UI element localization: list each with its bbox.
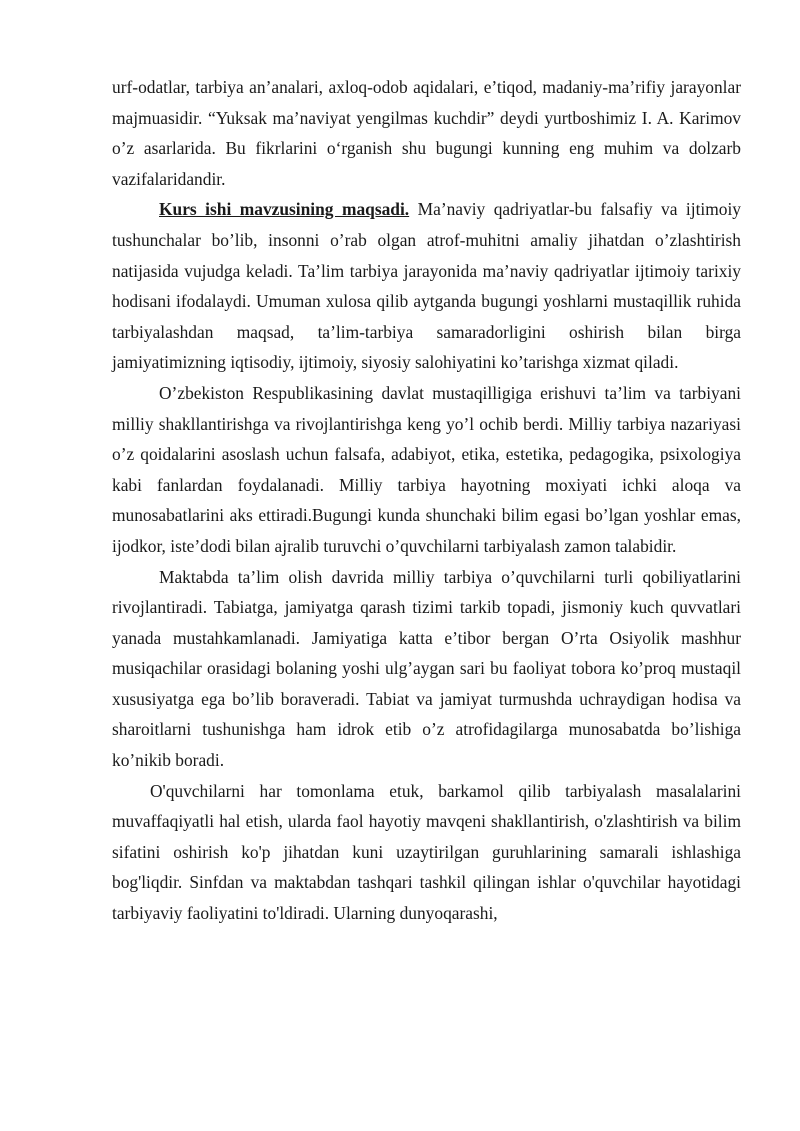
paragraph-5: O'quvchilarni har tomonlama etuk, barkamol qilib tarbiyalash masalalarini muvaffaqiyatli hal etish, ularda faol hayotiy mavqeni shakllantirish, o'zlashtirish va bilim sifatini oshirish ko'p jihatdan kuni uzaytirilgan guruhlarining samarali ishlashiga bog'liqdir. Sinfdan va maktabdan tashqari tashkil qilingan ishlar o'quvchilar hayotidagi tarbiyaviy faoliyatini to'ldiradi. Ularning dunyoqarashi,: [112, 780, 741, 924]
paragraph-1: urf-odatlar, tarbiya an’analari, axloq-odob aqidalari, e’tiqod, madaniy-ma’rifiy jarayonlar majmuasidir. “Yuksak ma’naviyat yengilmas kuchdir” deydi yurtboshimiz I. A. Karimov o’z asarlarida. Bu fikrlarini o‘rganish shu bugungi kunning eng muhim va dolzarb vazifalaridandir.: [112, 77, 741, 189]
paragraph-4: Maktabda ta’lim olish davrida milliy tarbiya o’quvchilarni turli qobiliyatlarini rivojlantiradi. Tabiatga, jamiyatga qarash tizimi tarkib topadi, jismoniy kuch quvvatlari yanada mustahkamlanadi. Jamiyatiga katta e’tibor bergan O’rta Osiyolik mashhur musiqachilar orasidagi bolaning yoshi ulg’aygan sari bu faoliyat tobora ko’proq mustaqil xususiyatga ega bo’lib boraveradi. Tabiat va jamiyat turmushda uchraydigan hodisa va sharoitlarni tushunishga ham idrok etib o’z atrofidagilarga munosabatda bo’lishiga ko’nikib boradi.: [112, 566, 741, 771]
section-heading-inline: Kurs ishi mavzusining maqsadi.: [159, 199, 410, 220]
document-page: [112, 72, 741, 929]
paragraph-2: [112, 194, 741, 378]
paragraph-3: O’zbekiston Respublikasining davlat mustaqilligiga erishuvi ta’lim va tarbiyani milliy shakllantirishga va rivojlantirishga keng yo’l ochib berdi. Milliy tarbiya nazariyasi o’z qoidalarini asoslash uchun falsafa, adabiyot, etika, estetika, pedagogika, psixologiya kabi fanlardan foydalanadi. Milliy tarbiya hayotning moxiyati ichki aloqa va munosabatlarini aks ettiradi.Bugungi kunda shunchaki bilim egasi bo’lgan yoshlar emas, ijodkor, iste’dodi bilan ajralib turuvchi o’quvchilarni tarbiyalash zamon talabidir.: [112, 382, 741, 556]
paragraph-2-text: Ma’naviy qadriyatlar-bu falsafiy va ijtimoiy tushunchalar bo’lib, insonni o’rab olgan atrof-muhitni amaliy jihatdan o’zlashtirish natijasida vujudga keladi. Ta’lim tarbiya jarayonida ma’naviy qadriyatlar ijtimoiy tarixiy hodisani ifodalaydi. Umuman xulosa qilib aytganda bugungi yoshlarni mustaqillik ruhida tarbiyalashdan maqsad, ta’lim-tarbiya samaradorligini oshirish bilan birga jamiyatimizning iqtisodiy, ijtimoiy, siyosiy salohiyatini ko’tarishga xizmat qiladi.: [112, 199, 741, 373]
